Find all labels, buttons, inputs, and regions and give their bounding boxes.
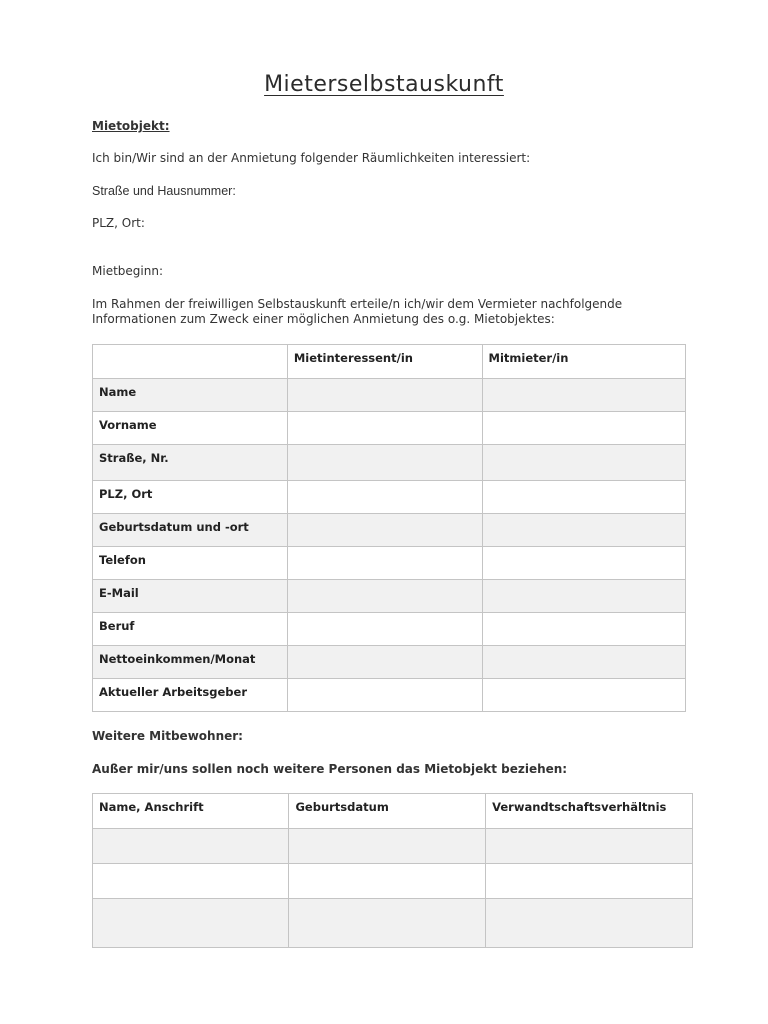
table-row bbox=[93, 580, 686, 613]
input-cell[interactable] bbox=[289, 864, 486, 899]
weitere-heading: Weitere Mitbewohner: bbox=[92, 729, 243, 743]
header-cell-verwandtschaft: Verwandtschaftsverhältnis bbox=[486, 794, 693, 829]
input-cell[interactable] bbox=[93, 864, 289, 899]
row-label: Telefon bbox=[93, 547, 288, 580]
header-cell-mitmieter: Mitmieter/in bbox=[482, 345, 685, 379]
strasse-label: Straße und Hausnummer: bbox=[92, 184, 236, 198]
row-label: PLZ, Ort bbox=[93, 481, 288, 514]
row-label: Straße, Nr. bbox=[93, 445, 288, 481]
input-cell[interactable] bbox=[486, 899, 693, 948]
header-cell-mietinteressent: Mietinteressent/in bbox=[287, 345, 482, 379]
input-cell[interactable] bbox=[482, 481, 685, 514]
table-row bbox=[93, 899, 693, 948]
table-header-row bbox=[93, 794, 693, 829]
input-cell[interactable] bbox=[482, 547, 685, 580]
table-header-row bbox=[93, 345, 686, 379]
input-cell[interactable] bbox=[287, 613, 482, 646]
input-cell[interactable] bbox=[486, 864, 693, 899]
input-cell[interactable] bbox=[93, 829, 289, 864]
input-cell[interactable] bbox=[287, 445, 482, 481]
table-row bbox=[93, 679, 686, 712]
input-cell[interactable] bbox=[482, 580, 685, 613]
table-row bbox=[93, 412, 686, 445]
input-cell[interactable] bbox=[93, 899, 289, 948]
input-cell[interactable] bbox=[482, 412, 685, 445]
table-row bbox=[93, 864, 693, 899]
table-row bbox=[93, 481, 686, 514]
input-cell[interactable] bbox=[482, 379, 685, 412]
input-cell[interactable] bbox=[287, 481, 482, 514]
table-row bbox=[93, 613, 686, 646]
table-row bbox=[93, 514, 686, 547]
row-label: Aktueller Arbeitsgeber bbox=[93, 679, 288, 712]
input-cell[interactable] bbox=[287, 580, 482, 613]
header-cell-empty bbox=[93, 345, 288, 379]
input-cell[interactable] bbox=[287, 547, 482, 580]
plz-ort-label: PLZ, Ort: bbox=[92, 216, 145, 230]
input-cell[interactable] bbox=[289, 829, 486, 864]
input-cell[interactable] bbox=[482, 514, 685, 547]
row-label: Nettoeinkommen/Monat bbox=[93, 646, 288, 679]
row-label: E-Mail bbox=[93, 580, 288, 613]
header-cell-name-anschrift: Name, Anschrift bbox=[93, 794, 289, 829]
input-cell[interactable] bbox=[287, 679, 482, 712]
mietbeginn-label: Mietbeginn: bbox=[92, 264, 163, 278]
selbstauskunft-paragraph: Im Rahmen der freiwilligen Selbstauskunft erteile/n ich/wir dem Vermieter nachfolgende Informationen zum Zweck einer möglichen Anmietung des o.g. Mietobjektes: bbox=[92, 297, 623, 326]
row-label: Vorname bbox=[93, 412, 288, 445]
input-cell[interactable] bbox=[287, 646, 482, 679]
input-cell[interactable] bbox=[482, 646, 685, 679]
input-cell[interactable] bbox=[482, 445, 685, 481]
mietobjekt-heading: Mietobjekt: bbox=[92, 119, 170, 133]
row-label: Beruf bbox=[93, 613, 288, 646]
input-cell[interactable] bbox=[486, 829, 693, 864]
page-title: Mieterselbstauskunft bbox=[264, 72, 504, 97]
co-residents-table bbox=[92, 793, 693, 948]
table-row bbox=[93, 445, 686, 481]
mietobjekt-intro: Ich bin/Wir sind an der Anmietung folgender Räumlichkeiten interessiert: bbox=[92, 151, 531, 165]
input-cell[interactable] bbox=[482, 613, 685, 646]
table-row bbox=[93, 646, 686, 679]
weitere-intro: Außer mir/uns sollen noch weitere Personen das Mietobjekt beziehen: bbox=[92, 762, 568, 776]
table-row bbox=[93, 547, 686, 580]
input-cell[interactable] bbox=[287, 514, 482, 547]
input-cell[interactable] bbox=[287, 379, 482, 412]
table-row bbox=[93, 379, 686, 412]
header-cell-geburtsdatum: Geburtsdatum bbox=[289, 794, 486, 829]
table-row bbox=[93, 829, 693, 864]
row-label: Geburtsdatum und -ort bbox=[93, 514, 288, 547]
input-cell[interactable] bbox=[287, 412, 482, 445]
applicant-table bbox=[92, 344, 686, 712]
input-cell[interactable] bbox=[289, 899, 486, 948]
input-cell[interactable] bbox=[482, 679, 685, 712]
row-label: Name bbox=[93, 379, 288, 412]
